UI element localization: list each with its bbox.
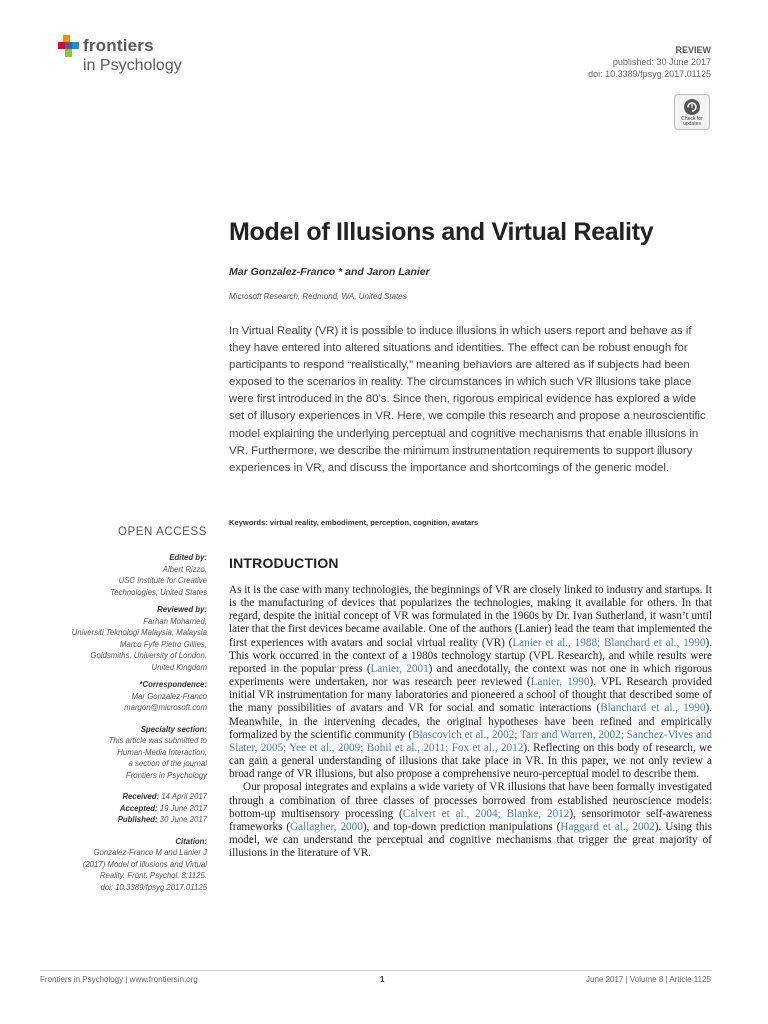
text-span: ). Meanwhile, in the intervening decades, the original hypotheses have been refined and empirically formalized by the scientific community (: [229, 702, 712, 741]
text-span: ), and top-down prediction manipulations (: [362, 820, 561, 833]
citation-label: Citation:: [175, 836, 207, 846]
citation-link[interactable]: Blanchard et al., 1990: [600, 702, 706, 715]
article-sidebar: [40, 552, 207, 899]
article-meta: [588, 44, 711, 80]
article-type: REVIEW: [675, 45, 711, 55]
text-span: ). Using this model, we can understand the perceptual and cognitive mechanisms that trigger the great majority of illusions in the literature of VR.: [229, 820, 713, 860]
correspondence-email[interactable]: margon@microsoft.com: [124, 703, 207, 712]
check-updates-line1: Check for: [681, 116, 703, 122]
citation-link[interactable]: Lanier et al., 1988; Blanchard et al., 1990: [512, 636, 706, 649]
introduction-body: [229, 584, 712, 860]
reviewed-by-line: Marco Fyfe Pietro Gillies,: [119, 639, 207, 649]
citation-link[interactable]: Gallagher, 2000: [290, 820, 363, 833]
check-updates-icon: [683, 98, 701, 116]
published-row: [40, 814, 207, 826]
keywords: Keywords: virtual reality, embodiment, perception, cognition, avatars: [229, 518, 479, 527]
correspondence-block: [40, 679, 207, 714]
logo-journal-text: in Psychology: [83, 57, 182, 74]
citation-link[interactable]: Blascovich et al., 2002; Tarr and Warren, 2002; Sanchez-Vives and Slater, 2005; Yee et al., 2009; Bohil et al., 2011; Fox et al., 2012: [229, 728, 713, 754]
edited-by-line: Technologies, United States: [110, 587, 207, 597]
page-number: 1: [380, 975, 385, 984]
specialty-line: This article was submitted to: [108, 736, 207, 745]
reviewed-by-block: [40, 604, 207, 673]
citation-line: Reality. Front. Psychol. 8:1125.: [99, 871, 207, 880]
accepted-date: 19 June 2017: [159, 803, 207, 813]
edited-by-line: Albert Rizzo,: [162, 564, 207, 574]
received-row: [40, 791, 207, 803]
citation-link[interactable]: Calvert et al., 2004; Blanke, 2012: [402, 807, 570, 820]
text-span: ), sensorimotor self-awareness frameworks (: [229, 807, 712, 833]
received-label: Received:: [122, 792, 160, 801]
check-for-updates-button[interactable]: [674, 94, 710, 130]
intro-paragraph-2: [229, 781, 712, 860]
citation-line: Gonzalez-Franco M and Lanier J: [93, 848, 207, 857]
text-span: ). VPL Research provided initial VR instrumentation for many laboratories and pioneered a school of thought that described some of the many possibilities of avatars and VR for social and somatic interactions (: [229, 676, 713, 715]
edited-by-block: [40, 552, 207, 598]
dates-block: [40, 791, 207, 826]
accepted-row: [40, 803, 207, 815]
text-span: ). Reflecting on this body of research, we can gain a general understanding of illusions that take place in VR. In this paper, we not only review a broad range of VR illusions, but also propose a comprehensive neuro-perceptual model to describe them.: [229, 741, 712, 781]
accepted-label: Accepted:: [119, 803, 158, 813]
intro-paragraph-1: [229, 584, 712, 781]
specialty-block: [40, 724, 207, 782]
check-updates-line2: updates: [683, 121, 701, 127]
footer-journal-link[interactable]: Frontiers in Psychology | www.frontiersin.org: [40, 975, 198, 984]
article-doi[interactable]: doi: 10.3389/fpsyg.2017.01125: [588, 69, 711, 79]
citation-line: doi: 10.3389/fpsyg.2017.01125: [100, 882, 207, 892]
reviewed-by-line: Farhan Mohamed,: [143, 616, 207, 626]
reviewed-by-label: Reviewed by:: [157, 605, 207, 614]
published-date-sidebar: 30 June 2017: [159, 815, 207, 824]
specialty-label: Specialty section:: [140, 724, 207, 734]
footer-divider: [40, 970, 712, 971]
published-date: published: 30 June 2017: [612, 57, 711, 67]
specialty-line: Human-Media Interaction,: [117, 747, 207, 757]
abstract: In Virtual Reality (VR) it is possible to induce illusions in which users report and behave as if they have entered into altered situations and identities. The effect can be robust enough for participants to respond “realistically,” meaning behaviors are altered as if subjects had been exposed to the scenarios in reality. The circumstances in which such VR illusions take place were first introduced in the 80’s. Since then, rigorous empirical evidence has explored a wide set of illusory experiences in VR. Here, we compile this research and propose a neuroscientific model explaining the underlying perceptual and cognitive mechanisms that enable illusions in VR. Furthermore, we describe the minimum instrumentation requirements to support illusory experiences in VR, and discuss the importance and shortcomings of the generic model.: [229, 325, 706, 474]
citation-block: [40, 836, 207, 894]
reviewed-by-line: United Kingdom: [151, 662, 207, 672]
citation-link[interactable]: Lanier, 2001: [370, 662, 429, 675]
correspondence-name: Mar Gonzalez-Franco: [131, 691, 207, 701]
text-span: Our proposal integrates and explains a wide variety of VR illusions that have been formally investigated through a combination of three classes of processes borrowed from established neuroscience models: bottom-up multisensory processing (: [229, 781, 712, 820]
journal-logo: [57, 33, 207, 81]
footer-issue-info: June 2017 | Volume 8 | Article 1125: [586, 975, 711, 984]
article-authors: Mar Gonzalez-Franco * and Jaron Lanier: [229, 266, 430, 278]
logo-frontiers-text: frontiers: [83, 36, 154, 55]
edited-by-line: USC Institute for Creative: [118, 576, 207, 585]
correspondence-label: *Correspondence:: [139, 680, 207, 689]
article-title: Model of Illusions and Virtual Reality: [229, 218, 654, 246]
section-heading-introduction: INTRODUCTION: [229, 555, 339, 571]
text-span: As it is the case with many technologies, the beginnings of VR are closely linked to industry and startups. It is the manufacturing of devices that popularizes the technologies, making it available for others. In that regard, despite the initial concept of VR was formulated in the 1960s by Dr. Ivan Sutherland, it wasn’t until later that the first devices became available. One of the authors (Lanier) lead the team that implemented the first experiences with avatars and social virtual reality (VR) (: [229, 584, 712, 649]
text-span: ). This work occurred in the context of a 1980s technology startup (VPL Research), and while results were reported in the popular press (: [229, 636, 712, 675]
reviewed-by-line: Universiti Teknologi Malaysia, Malaysia: [71, 628, 207, 637]
text-span: ) and anecdotally, the context was not one in which rigorous experiments were undertaken, nor was research peer reviewed (: [229, 662, 712, 689]
frontiers-logo-icon: [57, 33, 83, 63]
citation-link[interactable]: Haggard et al., 2002: [560, 820, 655, 833]
citation-line: (2017) Model of Illusions and Virtual: [82, 859, 207, 869]
specialty-line: a section of the journal: [128, 759, 207, 768]
citation-link[interactable]: Lanier, 1990: [530, 676, 590, 689]
open-access-label: OPEN ACCESS: [117, 526, 207, 538]
author-affiliation: Microsoft Research, Redmond, WA, United States: [229, 292, 407, 301]
received-date: 14 April 2017: [161, 792, 207, 801]
reviewed-by-line: Goldsmiths, University of London,: [90, 651, 207, 660]
edited-by-label: Edited by:: [169, 553, 207, 562]
published-label: Published:: [117, 815, 158, 824]
specialty-line: Frontiers in Psychology: [125, 770, 207, 780]
